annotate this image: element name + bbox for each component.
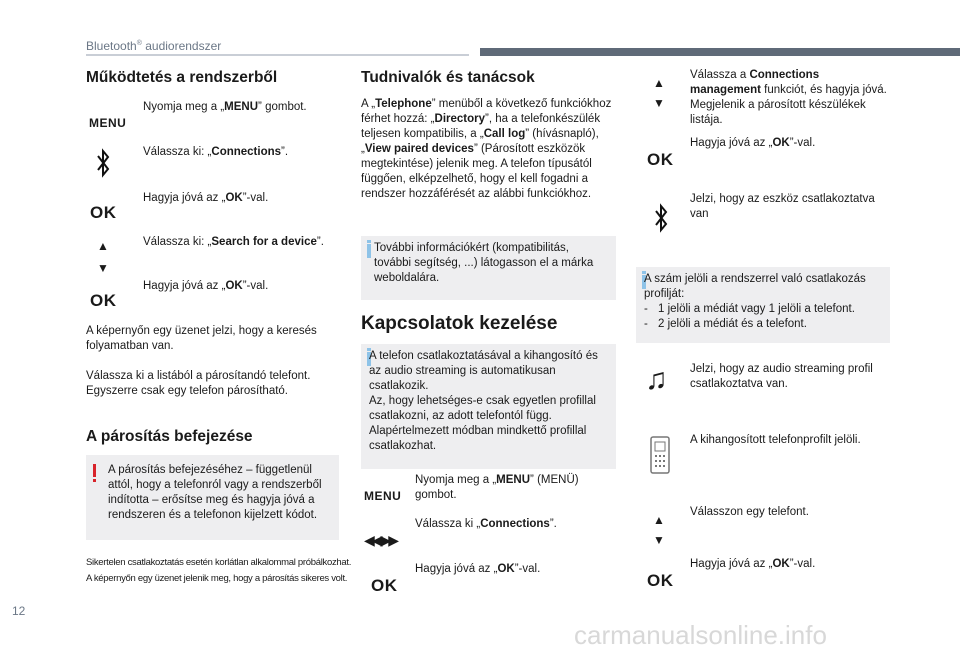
info-text: A szám jelöli a rendszerrel való csatlakozás profilját: xyxy=(644,273,866,300)
section-heading-connections: Kapcsolatok kezelése xyxy=(361,313,558,334)
page-number: 12 xyxy=(12,604,26,618)
section-heading-tips: Tudnivalók és tanácsok xyxy=(361,69,535,86)
step-text: A kihangosított telefonprofilt jelöli. xyxy=(690,434,861,446)
ok-button-icon: OK xyxy=(647,571,674,590)
step-text: Hagyja jóvá az „OK”-val. xyxy=(143,192,269,204)
steps-col2 xyxy=(361,473,621,598)
menu-button-icon: MENU xyxy=(364,489,402,503)
paragraph-telephone: A „Telephone” menüből a következő funkciókhoz férhet hozzá: „Directory”, ha a telefonkészülék teljesen kompatibilis, a „Call log” (hívásnapló), „View paired devices” (Párosított eszközök megtekintése) jelenik meg. A telefon típusától függően, elképzelhető, hogy el kell fogadni a rendszer hozzáférését az alábbi funkciókhoz. xyxy=(361,98,612,200)
step-text: Nyomja meg a „MENU” (MENÜ) gombot. xyxy=(415,474,579,501)
ok-button-icon: OK xyxy=(90,203,117,222)
steps-col1 xyxy=(86,100,346,325)
note-line: Sikertelen csatlakoztatás esetén korlátlan alkalommal próbálkozhat. xyxy=(86,557,352,568)
arrow-up-icon: ▲ xyxy=(97,239,109,253)
step-text: Hagyja jóvá az „OK”-val. xyxy=(690,558,816,570)
note-line: A képernyőn egy üzenet jelenik meg, hogy a párosítás sikeres volt. xyxy=(86,573,348,584)
step-text: Hagyja jóvá az „OK”-val. xyxy=(415,563,541,575)
music-note-icon: ♫ xyxy=(645,363,668,396)
step-text: Válasszon egy telefont. xyxy=(690,506,809,518)
arrow-up-icon: ▲ xyxy=(653,76,665,90)
prev-next-icon: ◀◀ ▶▶ xyxy=(364,532,396,548)
step-text: Válassza ki: „Connections”. xyxy=(143,146,289,158)
paragraph-select-phone: Válassza ki a listából a párosítandó telefont. Egyszerre csak egy telefon párosítható. xyxy=(86,370,311,397)
header-rule-left xyxy=(86,54,469,56)
info-icon xyxy=(367,240,371,243)
info-list-item: - 1 jelöli a médiát vagy 1 jelöli a telefont. xyxy=(644,303,855,315)
menu-button-icon: MENU xyxy=(89,116,127,130)
arrow-down-icon: ▼ xyxy=(653,533,665,547)
step-text: Válassza ki: „Search for a device”. xyxy=(143,236,324,248)
arrow-down-icon: ▼ xyxy=(97,261,109,275)
info-box xyxy=(361,344,616,469)
step-text: Hagyja jóvá az „OK”-val. xyxy=(690,137,816,149)
step-text: Jelzi, hogy az eszköz csatlakoztatva van xyxy=(690,193,875,220)
section-heading-pairing: A párosítás befejezése xyxy=(86,428,253,445)
info-box xyxy=(361,236,616,300)
warning-icon xyxy=(93,464,96,477)
step-text: Jelzi, hogy az audio streaming profil csatlakoztatva van. xyxy=(690,363,873,390)
warning-box xyxy=(86,455,339,540)
step-text: Válassza a Connections management funkciót, és hagyja jóvá. Megjelenik a párosított készülékek listája. xyxy=(690,69,887,126)
watermark: carmanualsonline.info xyxy=(574,620,827,650)
arrow-up-icon: ▲ xyxy=(653,513,665,527)
step-text: Hagyja jóvá az „OK”-val. xyxy=(143,280,269,292)
info-box xyxy=(636,267,890,343)
phone-icon xyxy=(650,436,670,474)
paragraph-search: A képernyőn egy üzenet jelzi, hogy a keresés folyamatban van. xyxy=(86,325,317,352)
info-text: További információkért (kompatibilitás, további segítség, ...) látogasson el a márka weboldalára. xyxy=(374,242,594,284)
header-title: Bluetooth® audiorendszer xyxy=(86,39,222,53)
bluetooth-icon xyxy=(654,203,668,233)
info-list-item: - 2 jelöli a médiát és a telefont. xyxy=(644,318,807,330)
arrow-down-icon: ▼ xyxy=(653,96,665,110)
step-text: Nyomja meg a „MENU” gombot. xyxy=(143,101,307,113)
ok-button-icon: OK xyxy=(90,291,117,310)
warning-text: A párosítás befejezéséhez – függetlenül attól, hogy a telefonról vagy a rendszerből indította – erősítse meg és hagyja jóvá a rendszeren és a telefonon kijelzett kódot. xyxy=(108,464,322,521)
step-text: Válassza ki „Connections”. xyxy=(415,518,557,530)
ok-button-icon: OK xyxy=(371,576,398,595)
section-heading-operation: Működtetés a rendszerből xyxy=(86,69,278,86)
bluetooth-icon xyxy=(96,148,110,178)
ok-button-icon: OK xyxy=(647,150,674,169)
info-text: A telefon csatlakoztatásával a kihangosító és az audio streaming is automatikusan csatlakozik. Az, hogy lehetséges-e csak egyetlen profillal csatlakozni, az adott telefontól függ. Alapértelmezett módban mindkettő profillal csatlakozhat. xyxy=(369,350,598,452)
header-rule-right xyxy=(480,48,960,56)
